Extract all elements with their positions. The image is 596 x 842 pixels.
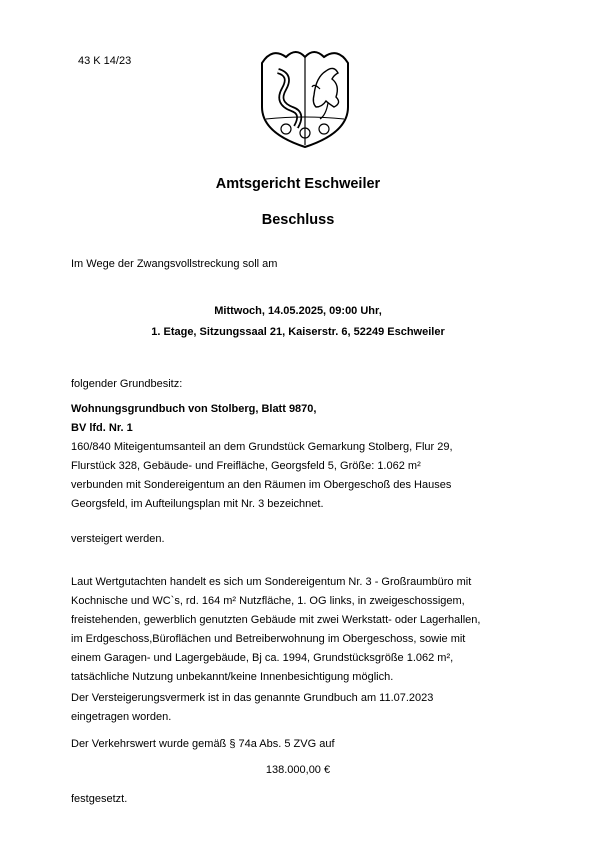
land-register-line: Wohnungsgrundbuch von Stolberg, Blatt 9870, <box>71 403 317 415</box>
appraisal-line: einem Garagen- und Lagergebäude, Bj ca. 1994, Grundstücksgröße 1.062 m², <box>71 652 454 664</box>
property-line: verbunden mit Sondereigentum an den Räumen im Obergeschoß des Hauses <box>71 479 452 491</box>
registration-note <box>71 689 541 727</box>
value-outro: festgesetzt. <box>71 793 128 805</box>
document-title: Beschluss <box>261 212 335 228</box>
registration-line: Der Versteigerungsvermerk ist in das genannte Grundbuch am 11.07.2023 <box>71 692 434 704</box>
hearing-location: 1. Etage, Sitzungssaal 21, Kaiserstr. 6, 52249 Eschweiler <box>151 326 445 338</box>
appraisal-line: tatsächliche Nutzung unbekannt/keine Innenbesichtigung möglich. <box>71 671 394 683</box>
hearing-date: Mittwoch, 14.05.2025, 09:00 Uhr, <box>214 305 382 317</box>
intro-text: Im Wege der Zwangsvollstreckung soll am <box>71 258 278 270</box>
case-number: 43 K 14/23 <box>78 55 132 67</box>
appraisal-line: Kochnische und WC`s, rd. 164 m² Nutzfläche, 1. OG links, in zweigeschossigem, <box>71 595 465 607</box>
appraisal-line: im Erdgeschoss,Büroflächen und Betreiberwohnung im Obergeschoss, sowie mit <box>71 633 466 645</box>
appraisal-line: freistehenden, gewerblich genutzten Gebäude mit zwei Werkstatt- oder Lagerhallen, <box>71 614 481 626</box>
property-line: Georgsfeld, im Aufteilungsplan mit Nr. 3 bezeichnet. <box>71 498 324 510</box>
state-coat-of-arms <box>256 45 354 149</box>
appraisal-description <box>71 573 541 687</box>
court-name: Amtsgericht Eschweiler <box>215 176 381 192</box>
inventory-number: BV lfd. Nr. 1 <box>71 422 133 434</box>
property-description <box>71 438 541 514</box>
appraisal-line: Laut Wertgutachten handelt es sich um Sondereigentum Nr. 3 - Großraumbüro mit <box>71 576 472 588</box>
property-line: Flurstück 328, Gebäude- und Freifläche, Georgsfeld 5, Größe: 1.062 m² <box>71 460 421 472</box>
value-intro: Der Verkehrswert wurde gemäß § 74a Abs. 5 ZVG auf <box>71 738 335 750</box>
auction-statement: versteigert werden. <box>71 533 165 545</box>
property-intro: folgender Grundbesitz: <box>71 378 183 390</box>
market-value: 138.000,00 € <box>265 764 331 776</box>
property-line: 160/840 Miteigentumsanteil an dem Grundstück Gemarkung Stolberg, Flur 29, <box>71 441 453 453</box>
registration-line: eingetragen worden. <box>71 711 172 723</box>
